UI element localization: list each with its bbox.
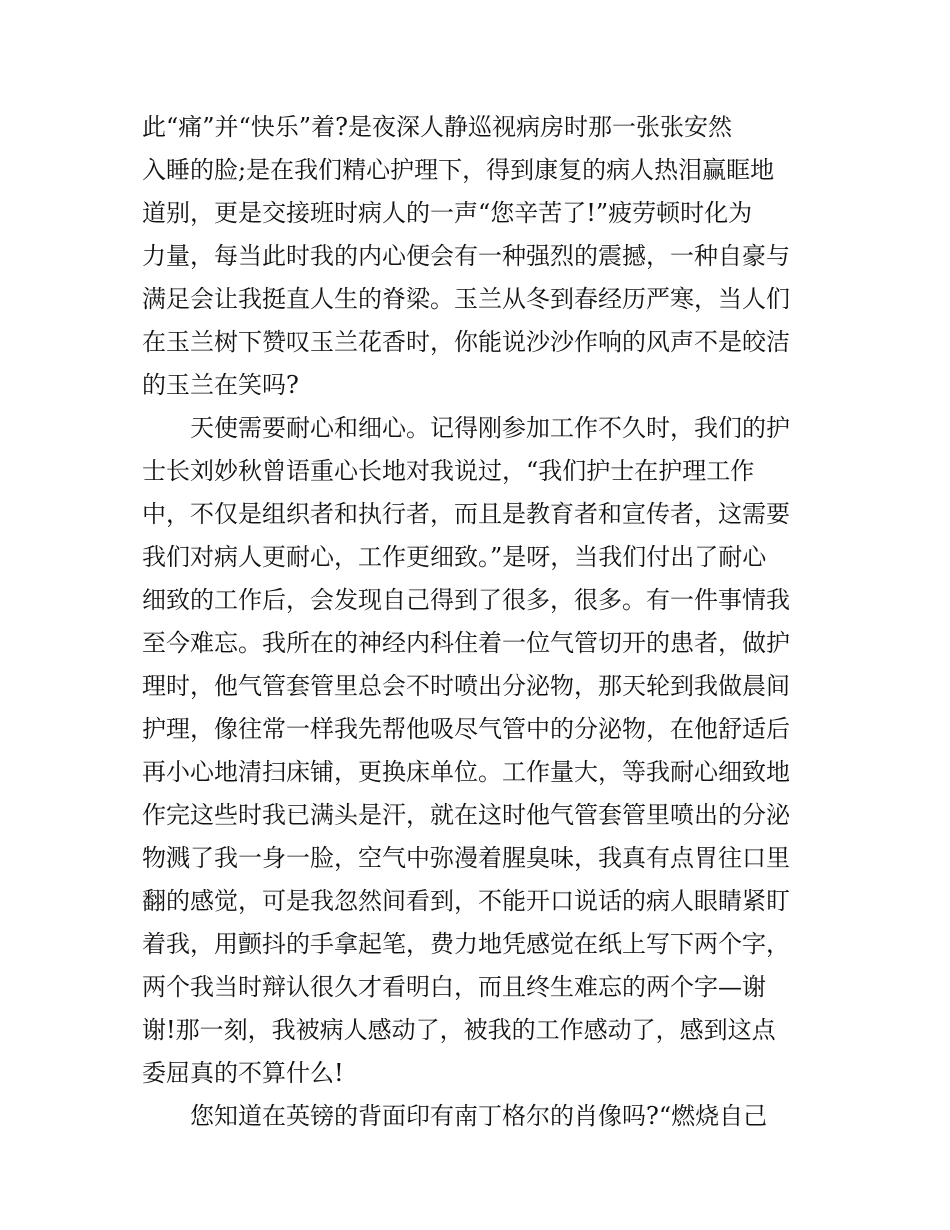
text-line: 护理，像往常一样我先帮他吸尽气管中的分泌物，在他舒适后 (142, 715, 790, 743)
text-line: 细致的工作后，会发现自己得到了很多，很多。有一件事情我 (142, 586, 790, 614)
text-line: 作完这些时我已满头是汗，就在这时他气管套管里喷出的分泌 (142, 801, 790, 829)
text-line: 委屈真的不算什么! (142, 1059, 344, 1087)
text-line: 此“痛”并“快乐”着?是夜深人静巡视病房时那一张张安然 (142, 113, 732, 141)
text-line: 两个我当时辩认很久才看明白，而且终生难忘的两个字—谢 (142, 973, 766, 1001)
text-line: 理时，他气管套管里总会不时喷出分泌物，那天轮到我做晨间 (142, 672, 790, 700)
text-line: 至今难忘。我所在的神经内科住着一位气管切开的患者，做护 (142, 629, 790, 657)
text-line: 力量，每当此时我的内心便会有一种强烈的震撼，一种自豪与 (142, 242, 790, 270)
text-line: 士长刘妙秋曾语重心长地对我说过，“我们护士在护理工作 (142, 457, 755, 485)
text-line: 我们对病人更耐心，工作更细致。”是呀，当我们付出了耐心 (142, 543, 767, 571)
text-line: 翻的感觉，可是我忽然间看到，不能开口说话的病人眼睛紧盯 (142, 887, 790, 915)
text-line: 入睡的脸;是在我们精心护理下，得到康复的病人热泪赢眶地 (142, 156, 775, 184)
paragraph-start-line: 您知道在英镑的背面印有南丁格尔的肖像吗?“燃烧自己 (190, 1102, 768, 1130)
paragraph-start-line: 天使需要耐心和细心。记得刚参加工作不久时，我们的护 (190, 414, 790, 442)
body-text (142, 106, 822, 1138)
text-line: 满足会让我挺直人生的脊梁。玉兰从冬到春经历严寒，当人们 (142, 285, 790, 313)
text-line: 中，不仅是组织者和执行者，而且是教育者和宣传者，这需要 (142, 500, 790, 528)
text-line: 物溅了我一身一脸，空气中弥漫着腥臭味，我真有点胃往口里 (142, 844, 790, 872)
text-line: 在玉兰树下赞叹玉兰花香时，你能说沙沙作响的风声不是皎洁 (142, 328, 790, 356)
text-line: 谢!那一刻，我被病人感动了，被我的工作感动了，感到这点 (142, 1016, 776, 1044)
text-line: 道别，更是交接班时病人的一声“您辛苦了!”疲劳顿时化为 (142, 199, 753, 227)
text-line: 再小心地清扫床铺，更换床单位。工作量大，等我耐心细致地 (142, 758, 790, 786)
text-line: 着我，用颤抖的手拿起笔，费力地凭感觉在纸上写下两个字， (142, 930, 790, 958)
text-line: 的玉兰在笑吗? (142, 371, 299, 399)
